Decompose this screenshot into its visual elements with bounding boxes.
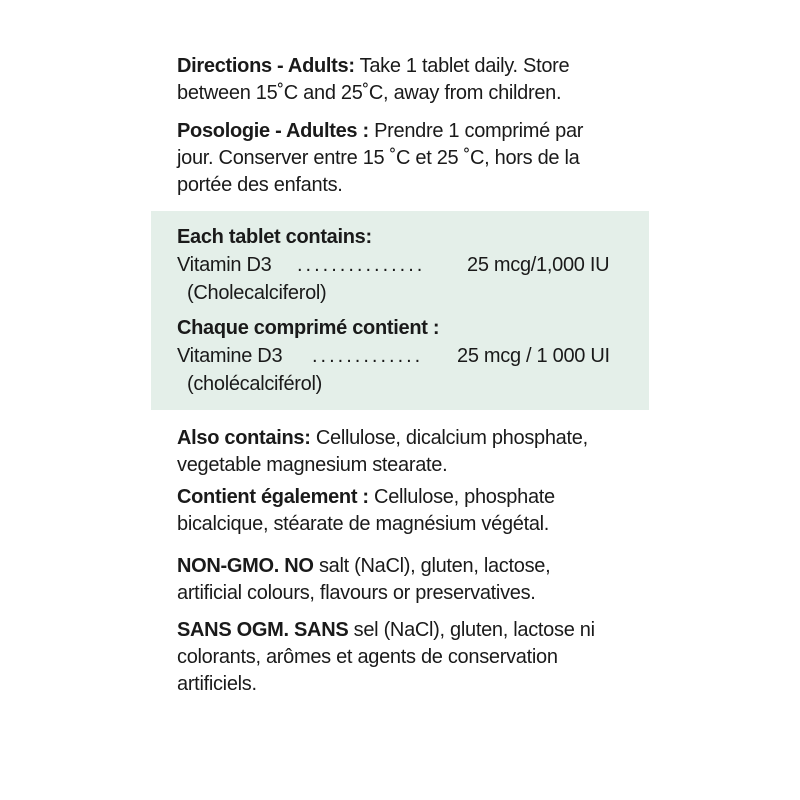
- ingredient-row-en: [177, 252, 637, 279]
- ingredient-sub-fr: [187, 371, 322, 398]
- ingredient-row-fr: [177, 343, 637, 370]
- ingredient-name-en: Vitamin D3: [177, 254, 272, 276]
- also-contains-fr: [177, 484, 597, 538]
- ingredient-sub-en-text: (Cholecalciferol): [187, 282, 327, 304]
- ingredients-fr-heading: [177, 315, 439, 342]
- also-contains-fr-text: Cellulose, phosphate bicalcique, stéarate de magnésium végétal.: [177, 486, 555, 535]
- directions-fr: [177, 118, 622, 199]
- ingredients-en-heading-text: Each tablet contains:: [177, 226, 372, 248]
- directions-fr-heading: Posologie - Adultes :: [177, 120, 369, 142]
- ingredients-en-heading: [177, 224, 372, 251]
- non-gmo-en: [177, 553, 597, 607]
- non-gmo-fr: [177, 617, 622, 698]
- non-gmo-fr-heading: SANS OGM. SANS: [177, 619, 349, 641]
- non-gmo-en-text: salt (NaCl), gluten, lactose, artificial colours, flavours or preservatives.: [177, 555, 551, 604]
- non-gmo-en-heading: NON-GMO. NO: [177, 555, 314, 577]
- ingredient-sub-fr-text: (cholécalciférol): [187, 373, 322, 395]
- ingredients-fr-heading-text: Chaque comprimé contient :: [177, 317, 440, 339]
- also-contains-en-text: Cellulose, dicalcium phosphate, vegetable magnesium stearate.: [177, 427, 588, 476]
- ingredient-dots-en: ...............: [297, 254, 426, 276]
- ingredient-sub-en: [187, 280, 326, 307]
- directions-en: [177, 53, 597, 107]
- ingredient-amount-en: 25 mcg/1,000 IU: [467, 254, 610, 276]
- ingredient-amount-fr: 25 mcg / 1 000 UI: [457, 345, 610, 367]
- also-contains-fr-heading: Contient également :: [177, 486, 369, 508]
- ingredient-dots-fr: .............: [312, 345, 424, 367]
- ingredient-name-fr: Vitamine D3: [177, 345, 283, 367]
- directions-en-heading: Directions - Adults:: [177, 55, 355, 77]
- also-contains-en: [177, 425, 627, 479]
- non-gmo-fr-text: sel (NaCl), gluten, lactose ni colorants, arômes et agents de conservation artificiels.: [177, 619, 595, 695]
- directions-fr-text: Prendre 1 comprimé par jour. Conserver entre 15 ˚C et 25 ˚C, hors de la portée des enfants.: [177, 120, 584, 196]
- directions-en-text: Take 1 tablet daily. Store between 15˚C and 25˚C, away from children.: [177, 55, 570, 104]
- also-contains-en-heading: Also contains:: [177, 427, 311, 449]
